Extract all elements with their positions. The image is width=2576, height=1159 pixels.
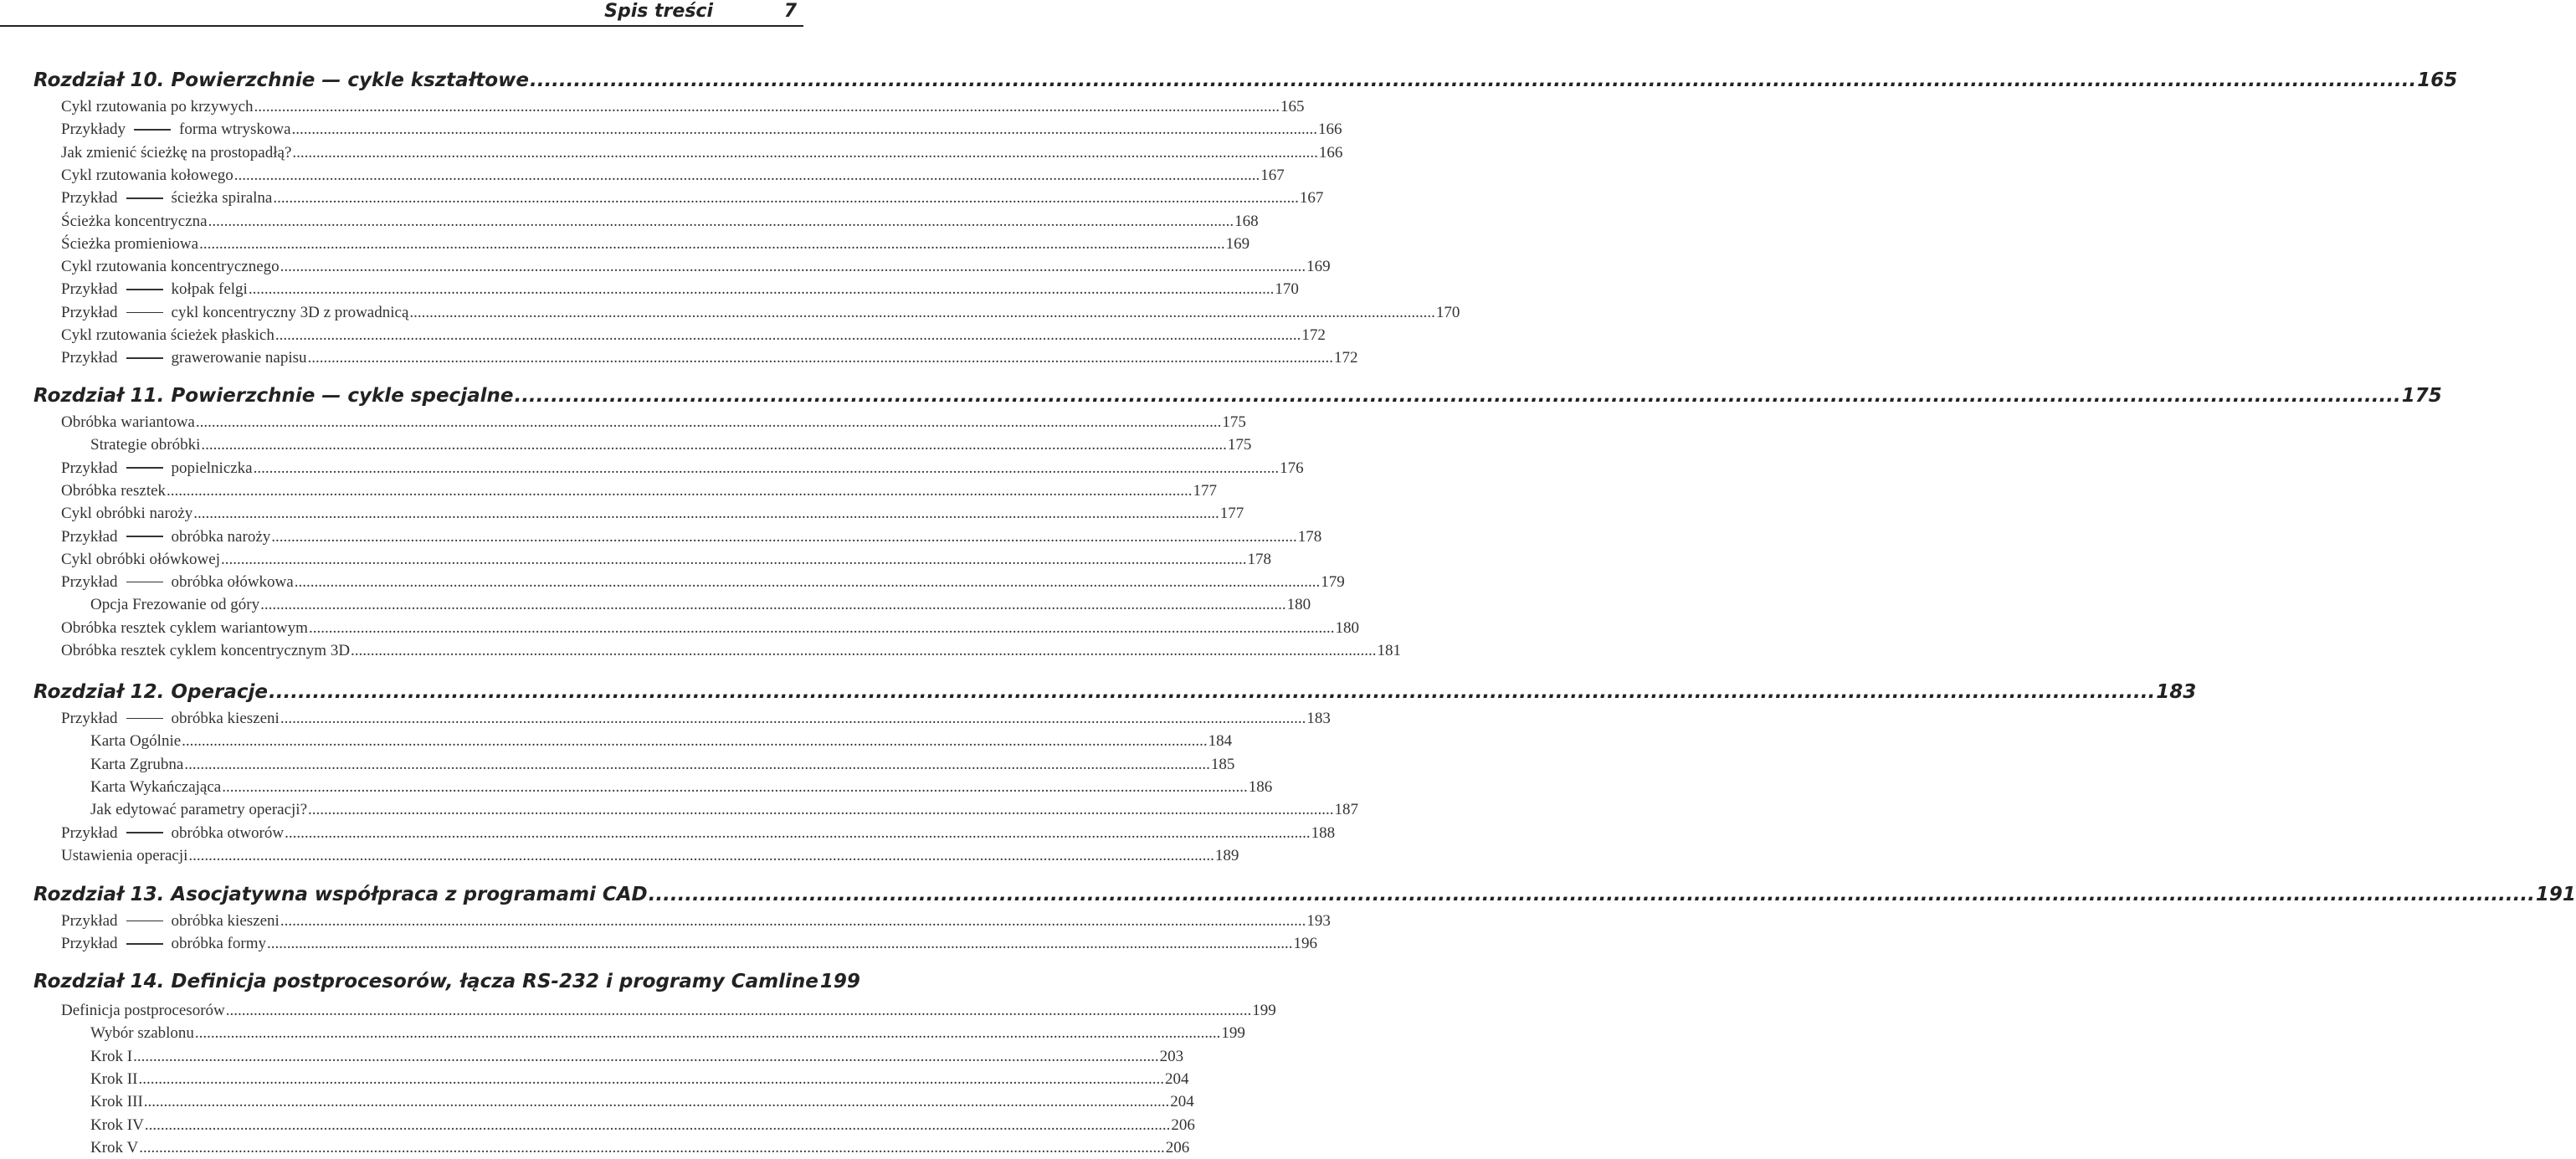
toc-entry-label: Przykłady forma wtryskowa [61, 121, 291, 139]
chapter-heading[interactable] [33, 881, 2576, 908]
toc-entry[interactable] [61, 278, 1299, 300]
toc-entry-label: Przykład obróbka formy [61, 935, 266, 953]
chapter-heading[interactable] [33, 968, 860, 995]
dot-leader [409, 301, 1435, 324]
toc-entry[interactable] [61, 526, 1322, 548]
toc-entry[interactable] [61, 255, 1331, 278]
toc-entry-label: Przykład cykl koncentryczny 3D z prowadnicą [61, 303, 409, 321]
toc-entry-label: Obróbka wariantowa [61, 413, 195, 431]
toc-entry-page-number: 206 [1165, 1138, 1190, 1156]
em-dash [126, 832, 163, 833]
toc-entry[interactable] [61, 932, 1317, 955]
toc-entry-label: Karta Ogólnie [90, 732, 182, 751]
toc-entry-label: Cykl rzutowania kołowego [61, 166, 233, 184]
toc-entry[interactable] [61, 95, 1305, 118]
dot-leader [208, 210, 1234, 233]
em-dash [126, 582, 163, 583]
toc-entry-label: Opcja Frezowanie od góry [90, 596, 260, 614]
toc-entry-page-number: 186 [1248, 777, 1273, 796]
toc-entry[interactable] [90, 433, 1252, 456]
em-dash [126, 536, 163, 537]
toc-entry[interactable] [90, 593, 1311, 616]
toc-entry-label: Krok IV [90, 1115, 144, 1134]
chapter-heading-label: Rozdział 12. Operacje [33, 681, 268, 703]
toc-entry-page-number: 169 [1306, 258, 1331, 276]
toc-entry-page-number: 166 [1318, 143, 1343, 162]
toc-entry[interactable] [90, 798, 1359, 821]
toc-entry-label: Karta Zgrubna [90, 755, 184, 773]
toc-entry-page-number: 167 [1260, 166, 1285, 184]
dot-leader [309, 617, 1335, 639]
em-dash [134, 129, 171, 131]
dot-leader [221, 548, 1247, 571]
toc-entry[interactable] [90, 1136, 1190, 1159]
dot-leader [188, 844, 1214, 867]
toc-entry-page-number: 167 [1299, 189, 1324, 208]
toc-entry-page-number: 177 [1219, 505, 1244, 523]
toc-entry-page-number: 196 [1293, 935, 1317, 953]
toc-entry-label: Przykład obróbka ołówkowa [61, 573, 294, 592]
dot-leader [530, 67, 2416, 94]
toc-entry-label: Przykład obróbka kieszeni [61, 912, 280, 930]
toc-entry[interactable] [90, 753, 1235, 776]
chapter-heading[interactable] [33, 679, 2197, 705]
dot-leader [269, 679, 2155, 705]
toc-entry-page-number: 166 [1318, 121, 1342, 139]
dot-leader [285, 822, 1311, 844]
dot-leader [271, 526, 1297, 548]
toc-entry[interactable] [90, 1090, 1194, 1113]
toc-entry[interactable] [61, 457, 1304, 479]
em-dash [126, 312, 163, 314]
toc-entry-page-number: 172 [1334, 349, 1358, 367]
toc-entry-label: Przykład obróbka naroży [61, 527, 271, 546]
toc-entry[interactable] [61, 502, 1244, 525]
toc-entry[interactable] [61, 707, 1331, 730]
dot-leader [280, 910, 1306, 932]
toc-entry-label: Strategie obróbki [90, 436, 201, 454]
chapter-heading[interactable] [33, 67, 2458, 94]
toc-entry-page-number: 199 [1252, 1002, 1276, 1019]
dot-leader [292, 141, 1318, 164]
toc-entry[interactable] [61, 639, 1402, 662]
toc-entry-label: Ustawienia operacji [61, 846, 188, 864]
toc-entry-label: Przykład popielniczka [61, 459, 253, 477]
em-dash [126, 943, 163, 945]
toc-entry-page-number: 180 [1286, 596, 1311, 614]
chapter-heading-label: Rozdział 11. Powierzchnie — cykle specjalne [33, 385, 514, 407]
dot-leader [273, 187, 1299, 209]
em-dash [126, 467, 163, 469]
toc-entry-label: Jak edytować parametry operacji? [90, 801, 308, 819]
dot-leader [138, 1068, 1164, 1090]
dot-leader [514, 382, 2400, 409]
dot-leader [254, 95, 1280, 118]
toc-entry-label: Krok I [90, 1047, 133, 1065]
toc-entry-label: Przykład ścieżka spiralna [61, 189, 273, 208]
toc-entry-page-number: 169 [1225, 234, 1250, 253]
toc-entry[interactable] [61, 187, 1324, 209]
em-dash [126, 357, 163, 359]
toc-entry-page-number: 203 [1159, 1047, 1184, 1065]
toc-entry[interactable] [61, 411, 1246, 433]
toc-entry-label: Cykl obróbki ołówkowej [61, 550, 220, 568]
toc-entry[interactable] [61, 910, 1331, 932]
dot-leader [275, 324, 1301, 346]
toc-entry[interactable] [90, 1022, 1245, 1044]
toc-entry[interactable] [61, 141, 1343, 164]
toc-entry[interactable] [61, 118, 1342, 141]
dot-leader [167, 479, 1193, 502]
toc-entry-page-number: 204 [1164, 1069, 1189, 1088]
toc-entry-label: Ścieżka koncentryczna [61, 212, 208, 230]
toc-entry-label: Ścieżka promieniowa [61, 234, 199, 253]
dot-leader [144, 1090, 1170, 1113]
running-header-page-number: 7 [783, 1, 797, 22]
toc-entry-page-number: 189 [1214, 846, 1239, 864]
toc-entry[interactable] [61, 844, 1239, 867]
toc-entry-label: Przykład kołpak felgi [61, 280, 248, 299]
toc-entry[interactable] [90, 1114, 1195, 1136]
toc-entry[interactable] [61, 548, 1271, 571]
toc-entry[interactable] [61, 822, 1336, 844]
toc-entry-label: Krok II [90, 1069, 138, 1088]
toc-entry[interactable] [90, 1045, 1184, 1068]
dot-leader [308, 798, 1334, 821]
chapter-heading[interactable] [33, 382, 2442, 409]
toc-entry-label: Przykład grawerowanie napisu [61, 349, 307, 367]
toc-entry-label: Definicja postprocesorów [61, 1002, 225, 1019]
chapter-heading-page-number: 175 [2401, 385, 2442, 407]
toc-entry[interactable] [90, 776, 1273, 798]
toc-entry-page-number: 170 [1435, 303, 1460, 321]
dot-leader [308, 346, 1334, 369]
toc-entry-page-number: 204 [1170, 1093, 1194, 1111]
toc-entry-label: Krok V [90, 1138, 139, 1156]
dot-leader [222, 776, 1248, 798]
toc-entry[interactable] [61, 571, 1345, 593]
toc-entry-label: Cykl rzutowania koncentrycznego [61, 258, 280, 276]
toc-entry-page-number: 188 [1311, 823, 1336, 842]
toc-entry-label: Cykl obróbki naroży [61, 505, 193, 523]
em-dash [126, 197, 163, 199]
toc-entry[interactable] [61, 479, 1218, 502]
toc-entry[interactable] [61, 999, 1276, 1022]
toc-entry-page-number: 181 [1377, 642, 1402, 659]
dot-leader [195, 1022, 1221, 1044]
toc-entry-page-number: 175 [1227, 436, 1252, 454]
dot-leader [280, 255, 1306, 278]
toc-entry-page-number: 199 [1221, 1024, 1245, 1043]
chapter-heading-page-number: 165 [2417, 69, 2458, 91]
toc-entry-page-number: 176 [1280, 459, 1304, 477]
chapter-heading-page-number: 191 [2535, 884, 2576, 905]
chapter-heading-label: Rozdział 13. Asocjatywna współpraca z programami CAD [33, 884, 648, 905]
toc-entry-label: Obróbka resztek cyklem wariantowym [61, 618, 308, 637]
dot-leader [196, 411, 1222, 433]
toc-entry-label: Obróbka resztek [61, 481, 167, 500]
toc-entry[interactable] [61, 301, 1460, 324]
dot-leader [145, 1114, 1171, 1136]
dot-leader [182, 730, 1208, 752]
dot-leader [649, 881, 2535, 908]
toc-entry-page-number: 170 [1275, 280, 1299, 299]
toc-entry-label: Przykład obróbka kieszeni [61, 710, 280, 727]
toc-entry-label: Wybór szablonu [90, 1024, 194, 1043]
toc-entry[interactable] [61, 164, 1285, 187]
toc-entry-page-number: 178 [1247, 550, 1271, 568]
toc-entry-label: Jak zmienić ścieżkę na prostopadłą? [61, 143, 292, 162]
toc-entry-page-number: 206 [1171, 1115, 1195, 1134]
dot-leader [199, 233, 1225, 255]
toc-entry-page-number: 193 [1306, 912, 1331, 930]
toc-entry-label: Obróbka resztek cyklem koncentrycznym 3D [61, 642, 351, 659]
toc-entry[interactable] [61, 346, 1358, 369]
toc-entry-page-number: 168 [1234, 212, 1259, 230]
chapter-heading-label: Rozdział 14. Definicja postprocesorów, łącza RS-232 i programy Camline [33, 971, 818, 992]
toc-entry[interactable] [61, 210, 1259, 233]
dot-leader [254, 457, 1280, 479]
dot-leader [139, 1136, 1165, 1159]
dot-leader [201, 433, 1227, 456]
toc-entry-page-number: 172 [1301, 326, 1326, 344]
chapter-heading-label: Rozdział 10. Powierzchnie — cykle kształtowe [33, 69, 529, 91]
chapter-heading-page-number: 199 [819, 971, 860, 992]
dot-leader [351, 639, 1377, 662]
toc-entry-page-number: 180 [1335, 618, 1359, 637]
toc-entry-label: Przykład obróbka otworów [61, 823, 285, 842]
toc-entry-page-number: 178 [1297, 527, 1322, 546]
dot-leader [234, 164, 1260, 187]
dot-leader [260, 593, 1286, 616]
em-dash [126, 718, 163, 720]
toc-entry[interactable] [61, 617, 1359, 639]
dot-leader [249, 278, 1275, 300]
toc-entry-page-number: 177 [1193, 481, 1218, 500]
toc-entry-label: Cykl rzutowania ścieżek płaskich [61, 326, 275, 344]
toc-entry[interactable] [90, 730, 1233, 752]
dot-leader [267, 932, 1293, 955]
toc-entry-label: Krok III [90, 1093, 143, 1111]
dot-leader [226, 999, 1252, 1022]
toc-entry-page-number: 179 [1321, 573, 1345, 592]
toc-entry[interactable] [61, 233, 1250, 255]
em-dash [126, 289, 163, 290]
dot-leader [133, 1045, 1159, 1068]
em-dash [126, 921, 163, 922]
dot-leader [280, 707, 1306, 730]
toc-entry-page-number: 165 [1280, 98, 1305, 115]
chapter-heading-page-number: 183 [2156, 681, 2197, 703]
toc-entry-page-number: 187 [1334, 801, 1359, 819]
running-header-title: Spis treści [604, 1, 713, 22]
dot-leader [184, 753, 1210, 776]
dot-leader [295, 571, 1321, 593]
toc-entry-label: Cykl rzutowania po krzywych [61, 98, 254, 115]
toc-entry-page-number: 183 [1306, 710, 1331, 727]
toc-entry-page-number: 184 [1208, 732, 1233, 751]
toc-entry-page-number: 185 [1210, 755, 1235, 773]
toc-entry-page-number: 175 [1222, 413, 1246, 431]
toc-entry-label: Karta Wykańczająca [90, 777, 222, 796]
toc-entry[interactable] [90, 1068, 1189, 1090]
dot-leader [292, 118, 1318, 141]
dot-leader [193, 502, 1219, 525]
toc-entry[interactable] [61, 324, 1326, 346]
